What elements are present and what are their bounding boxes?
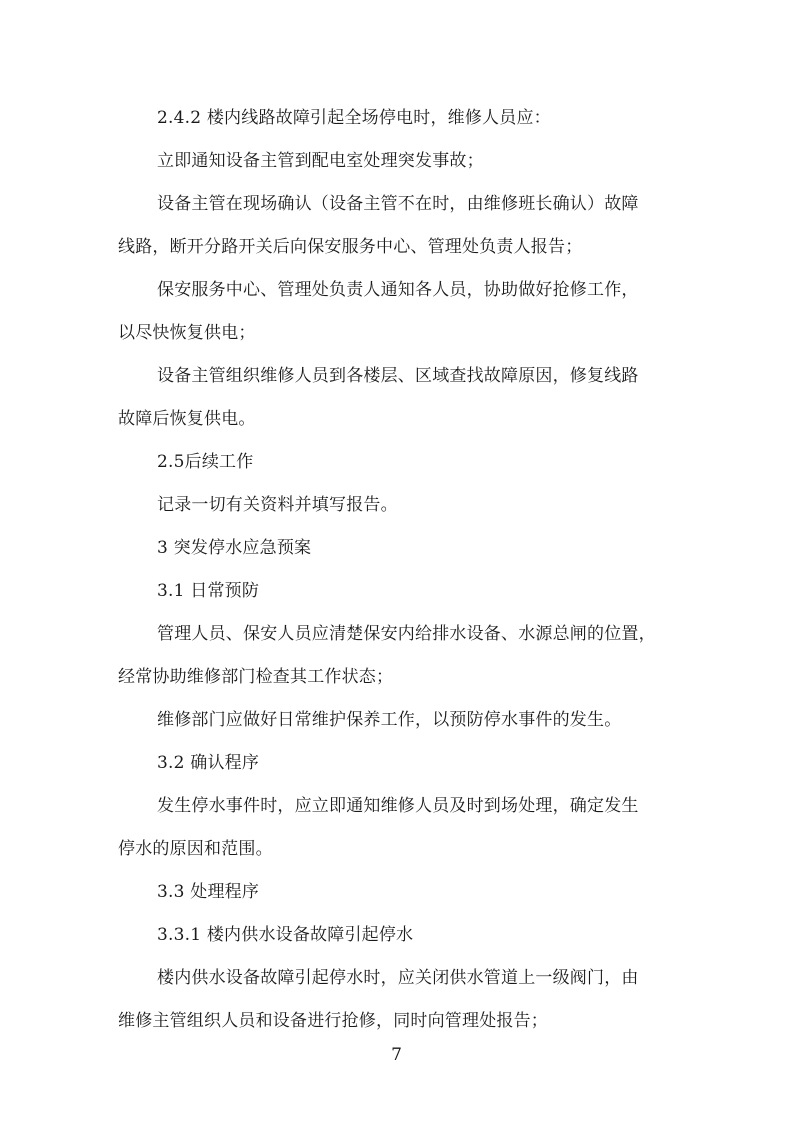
paragraph-line: 故障后恢复供电。 xyxy=(118,409,256,429)
heading-3-3: 3.3 处理程序 xyxy=(157,882,260,902)
heading-2-5: 2.5后续工作 xyxy=(157,452,254,472)
page-number: 7 xyxy=(391,1045,402,1065)
paragraph-line: 记录一切有关资料并填写报告。 xyxy=(157,495,398,515)
heading-3-1: 3.1 日常预防 xyxy=(157,581,260,601)
paragraph-line: 楼内供水设备故障引起停水时，应关闭供水管道上一级阀门，由 xyxy=(157,968,639,988)
paragraph-line: 管理人员、保安人员应清楚保安内给排水设备、水源总闸的位置， xyxy=(157,624,656,644)
paragraph-line: 发生停水事件时，应立即通知维修人员及时到场处理，确定发生 xyxy=(157,796,639,816)
paragraph-line: 以尽快恢复供电； xyxy=(118,323,256,343)
heading-3-3-1: 3.3.1 楼内供水设备故障引起停水 xyxy=(157,925,414,945)
heading-3: 3 突发停水应急预案 xyxy=(157,538,312,558)
heading-2-4-2: 2.4.2 楼内线路故障引起全场停电时，维修人员应： xyxy=(157,108,551,128)
paragraph-line: 线路，断开分路开关后向保安服务中心、管理处负责人报告； xyxy=(118,237,583,257)
paragraph-line: 立即通知设备主管到配电室处理突发事故； xyxy=(157,151,484,171)
paragraph-line: 经常协助维修部门检查其工作状态； xyxy=(118,667,394,687)
paragraph-line: 设备主管在现场确认（设备主管不在时，由维修班长确认）故障 xyxy=(157,194,639,214)
paragraph-line: 维修部门应做好日常维护保养工作，以预防停水事件的发生。 xyxy=(157,710,622,730)
paragraph-line: 设备主管组织维修人员到各楼层、区域查找故障原因，修复线路 xyxy=(157,366,639,386)
heading-3-2: 3.2 确认程序 xyxy=(157,753,260,773)
paragraph-line: 停水的原因和范围。 xyxy=(118,839,273,859)
paragraph-line: 保安服务中心、管理处负责人通知各人员，协助做好抢修工作， xyxy=(157,280,639,300)
paragraph-line: 维修主管组织人员和设备进行抢修，同时向管理处报告； xyxy=(118,1011,548,1031)
